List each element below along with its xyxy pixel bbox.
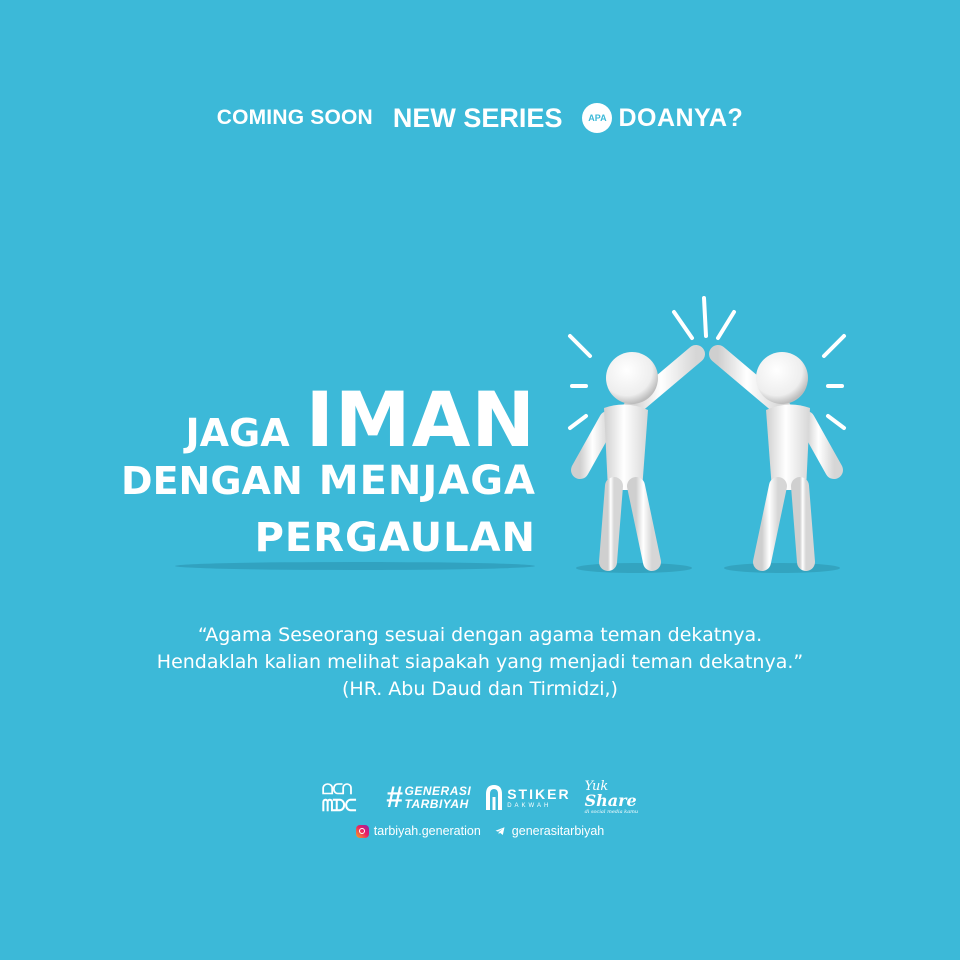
mdc-logo: ᗝᑕᑎ ᗰᗪᑕ <box>321 782 356 815</box>
new-series-label: NEW SERIES <box>392 102 563 133</box>
social-handles <box>0 822 960 840</box>
right-person <box>718 352 834 562</box>
generasi-tarbiyah-logo: # GENERASI TARBIYAH <box>385 781 472 814</box>
brand-logos <box>0 776 960 820</box>
quote-line-2: Hendaklah kalian melihat siapakah yang menjadi teman dekatnya.” <box>156 651 804 673</box>
yuk-share-logo <box>585 780 639 816</box>
doanya-wordmark: DOANYA? <box>618 103 744 132</box>
header <box>0 98 960 138</box>
headline-word-jaga: JAGA <box>185 411 290 455</box>
stiker-mark-icon <box>485 785 503 811</box>
headline-line-2 <box>90 458 536 514</box>
text-shadow <box>175 562 535 570</box>
coming-soon-label: COMING SOON <box>216 106 373 129</box>
share-text: Share <box>584 791 637 810</box>
instagram-text: tarbiyah.generation <box>373 824 481 838</box>
stiker-dakwah-logo <box>485 785 570 811</box>
dakwah-text: DAKWAH <box>507 802 552 809</box>
headline-word-menjaga: MENJAGA <box>318 458 536 504</box>
apa-doanya-logo <box>582 103 743 133</box>
headline-word-pergaulan: PERGAULAN <box>254 515 536 561</box>
apa-badge: APA <box>582 103 612 133</box>
high-five-illustration <box>556 290 856 580</box>
left-person <box>580 352 696 562</box>
headline-word-dengan: DENGAN <box>121 459 303 503</box>
stiker-text: STIKER <box>507 785 571 802</box>
yuk-share-tagline: di social media kamu <box>584 809 639 815</box>
instagram-icon <box>356 825 369 838</box>
instagram-handle <box>356 824 481 838</box>
telegram-handle <box>493 824 604 838</box>
yuk-text: Yuk <box>584 779 609 794</box>
headline-line-1 <box>90 375 536 464</box>
telegram-icon <box>493 824 507 838</box>
headline-word-iman: IMAN <box>305 375 536 464</box>
tarbiyah-text: TARBIYAH <box>404 797 469 811</box>
generasi-text: GENERASI <box>404 784 472 798</box>
hadith-quote <box>0 622 960 703</box>
quote-source: (HR. Abu Daud dan Tirmidzi,) <box>342 678 618 700</box>
telegram-text: generasitarbiyah <box>511 824 605 838</box>
quote-line-1: “Agama Seseorang sesuai dengan agama teman dekatnya. <box>197 624 763 646</box>
